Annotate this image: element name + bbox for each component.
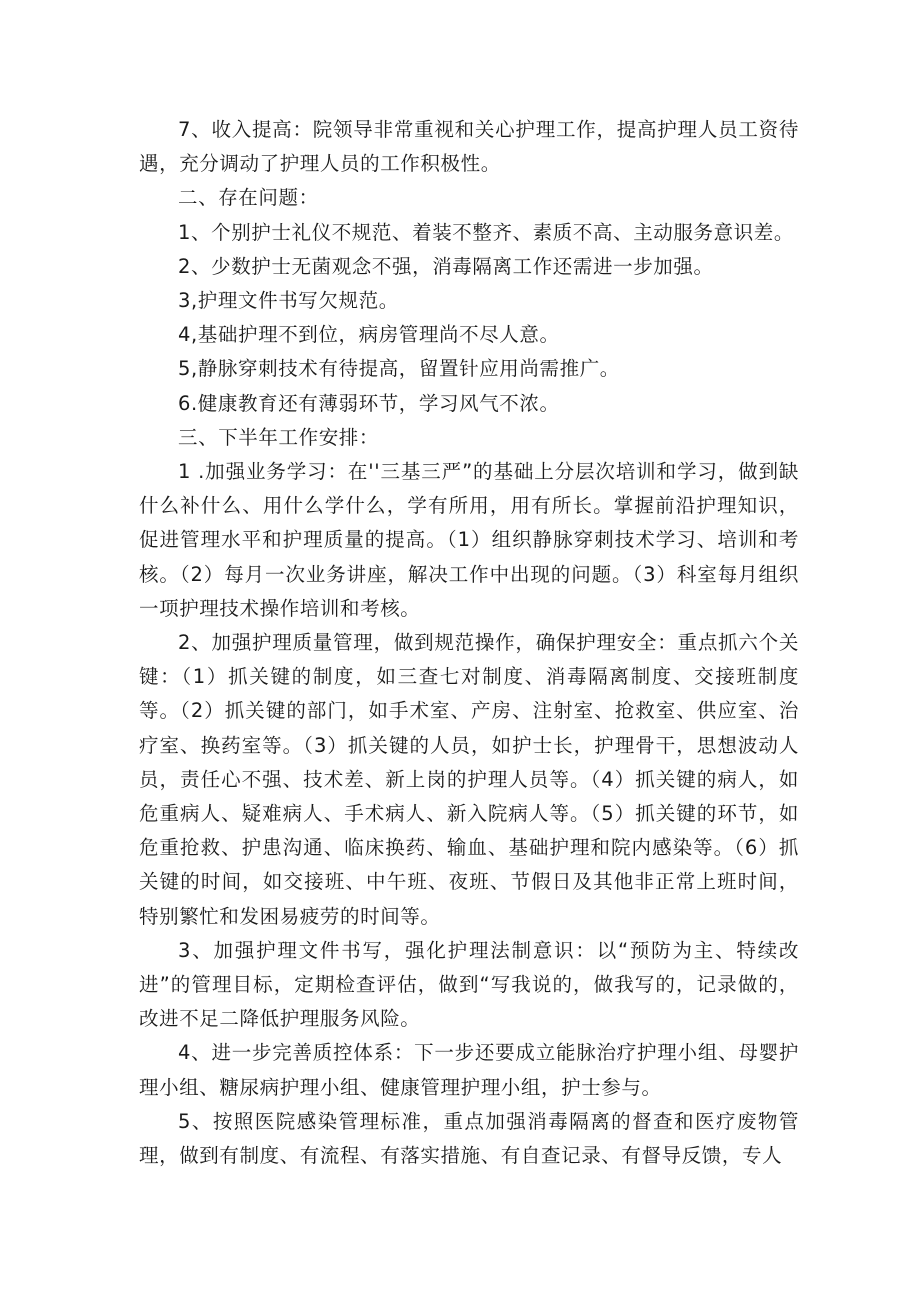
problem-item-5: 5,静脉穿刺技术有待提高，留置针应用尚需推广。	[178, 357, 620, 381]
plan-item-1: 1 .加强业务学习：在''三基三严”的基础上分层次培训和学习，做到缺什么补什么、用什么学什么，学有所用，用有所长。掌握前沿护理知识，促进管理水平和护理质量的提高。（1）组织静脉穿刺技术学习、培训和考核。（2）每月一次业务讲座，解决工作中出现的问题。（3）科室每月组织一项护理技术操作培训和考核。	[139, 460, 799, 620]
problem-item-6: 6.健康教育还有薄弱环节，学习风气不浓。	[178, 391, 560, 415]
plan-item-4: 4、进一步完善质控体系：下一步还要成立能脉治疗护理小组、母婴护理小组、糖尿病护理小组、健康管理护理小组，护士参与。	[139, 1041, 799, 1099]
document-body	[139, 113, 799, 1173]
plan-item-2: 2、加强护理质量管理，做到规范操作，确保护理安全：重点抓六个关键：（1）抓关键的制度，如三查七对制度、消毒隔离制度、交接班制度等。（2）抓关键的部门，如手术室、产房、注射室、抢救室、供应室、治疗室、换药室等。（3）抓关键的人员，如护士长，护理骨干，思想波动人员，责任心不强、技术差、新上岗的护理人员等。（4）抓关键的病人，如危重病人、疑难病人、手术病人、新入院病人等。（5）抓关键的环节，如危重抢救、护患沟通、临床换药、输血、基础护理和院内感染等。（6）抓关键的时间，如交接班、中午班、夜班、节假日及其他非正常上班时间，特别繁忙和发困易疲劳的时间等。	[139, 631, 799, 928]
plan-item-5: 5、按照医院感染管理标准，重点加强消毒隔离的督查和医疗废物管理，做到有制度、有流程、有落实措施、有自查记录、有督导反馈，专人	[139, 1109, 799, 1168]
heading-second-half-plan: 三、下半年工作安排：	[178, 425, 380, 449]
problem-item-4: 4,基础护理不到位，病房管理尚不尽人意。	[178, 323, 560, 347]
paragraph-income-increase: 7、收入提高：院领导非常重视和关心护理工作，提高护理人员工资待遇，充分调动了护理人员的工作积极性。	[139, 118, 799, 176]
plan-item-3: 3、加强护理文件书写，强化护理法制意识：以“预防为主、特续改进”的管理目标，定期检查评估，做到“写我说的，做我写的，记录做的，改进不足二降低护理服务风险。	[139, 938, 799, 1031]
problem-item-1: 1、个别护士礼仪不规范、着装不整齐、素质不高、主动服务意识差。	[178, 220, 795, 244]
problem-item-3: 3,护理文件书写欠规范。	[178, 289, 399, 313]
problem-item-2: 2、少数护士无菌观念不强，消毒隔离工作还需进一步加强。	[178, 254, 714, 278]
heading-existing-problems: 二、存在问题：	[178, 186, 319, 210]
